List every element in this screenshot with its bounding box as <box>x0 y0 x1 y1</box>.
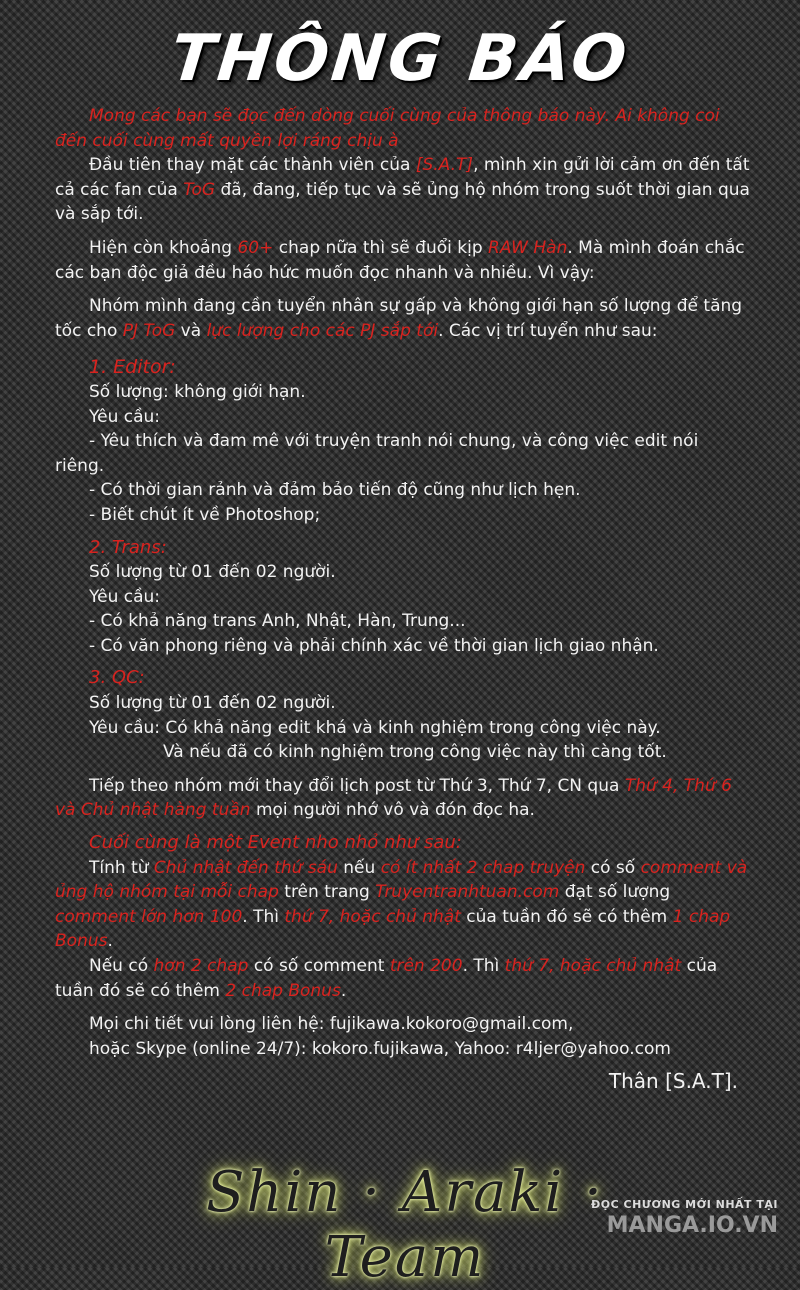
schedule-days: Thứ 4, Thứ 6 và Chủ nhật hàng tuần <box>55 775 732 821</box>
tog-tag: ToG <box>183 179 216 200</box>
raw-label: RAW Hàn <box>488 237 568 258</box>
contact-line-1: Mọi chi tiết vui lòng liên hệ: fujikawa.kokoro@gmail.com, <box>89 1014 574 1035</box>
recruit-paragraph: Nhóm mình đang cần tuyển nhân sự gấp và không giới hạn số lượng để tăng tốc cho PJ ToG và lực lượng cho các PJ sắp tới. Các vị trí tuyển như sau: <box>55 296 743 341</box>
trans-qty: Số lượng từ 01 đến 02 người. <box>89 562 336 583</box>
editor-req-2: - Có thời gian rảnh và đảm bảo tiến độ cũng như lịch hẹn. <box>89 480 581 501</box>
qc-req-1: Yêu cầu: Có khả năng edit khá và kinh nghiệm trong công việc này. <box>89 717 661 738</box>
trans-req-2: - Có văn phong riêng và phải chính xác về thời gian lịch giao nhận. <box>89 635 659 656</box>
trans-req-1: - Có khả năng trans Anh, Nhật, Hàn, Trung... <box>89 611 466 632</box>
watermark-site: MANGA.IO.VN <box>606 1213 778 1238</box>
event-heading: Cuối cùng là một Event nho nhỏ như sau: <box>89 832 462 854</box>
event-rule-2: Nếu có hơn 2 chap có số comment trên 200. Thì thứ 7, hoặc chủ nhật của tuần đó sẽ có thêm 2 chap Bonus. <box>55 956 718 1001</box>
team-tag: [S.A.T] <box>415 155 474 176</box>
pj-tog: PJ ToG <box>122 320 176 341</box>
event-rule-1: Tính từ Chủ nhật đến thứ sáu nếu có ít nhất 2 chap truyện có số comment và ủng hộ nhóm tại mỗi chap trên trang Truyentranhtuan.com đạt số lượng comment lớn hơn 100. Thì thứ 7, hoặc chủ nhật của tuần đó sẽ có thêm 1 chap Bonus. <box>55 857 748 952</box>
editor-req-label: Yêu cầu: <box>89 406 161 427</box>
status-paragraph: Hiện còn khoảng 60+ chap nữa thì sẽ đuổi kịp RAW Hàn. Mà mình đoán chắc các bạn độc giả đều háo hức muốn đọc nhanh và nhiều. Vì vậy: <box>55 237 745 283</box>
schedule-paragraph: Tiếp theo nhóm mới thay đổi lịch post từ Thứ 3, Thứ 7, CN qua Thứ 4, Thứ 6 và Chủ nhật hàng tuần mọi người nhớ vô và đón đọc ha. <box>55 775 732 821</box>
editor-req-1: - Yêu thích và đam mê với truyện tranh nói chung, và công việc edit nói riêng. <box>55 431 699 476</box>
editor-req-3: - Biết chút ít về Photoshop; <box>89 504 321 525</box>
trans-heading: 2. Trans: <box>89 536 167 558</box>
qc-req-2: Và nếu đã có kinh nghiệm trong công việc này thì càng tốt. <box>163 742 667 763</box>
thanks-paragraph: Đầu tiên thay mặt các thành viên của [S.A.T], mình xin gửi lời cảm ơn đến tất cả các fan của ToG đã, đang, tiếp tục và sẽ ủng hộ nhóm trong suốt thời gian qua và sắp tới. <box>55 155 750 225</box>
trans-req-label: Yêu cầu: <box>89 586 161 607</box>
watermark <box>591 1198 778 1238</box>
watermark-caption: ĐỌC CHƯƠNG MỚI NHẤT TẠI <box>591 1198 778 1211</box>
notice-body <box>55 104 750 1094</box>
future-pj: lực lượng cho các PJ sắp tới <box>206 320 439 341</box>
team-logo: Shin · Araki · Team <box>206 1160 604 1290</box>
contact-line-2: hoặc Skype (online 24/7): kokoro.fujikawa, Yahoo: r4ljer@yahoo.com <box>89 1038 671 1059</box>
qc-heading: 3. QC: <box>89 667 145 689</box>
warning-text: Mong các bạn sẽ đọc đến dòng cuối cùng của thông báo này. Ai không coi đến cuối cùng mất quyền lợi ráng chịu à <box>55 106 720 151</box>
signature: Thân [S.A.T]. <box>608 1069 738 1094</box>
site-link: Truyentranhtuan.com <box>375 882 560 903</box>
qc-qty: Số lượng từ 01 đến 02 người. <box>89 693 336 714</box>
editor-heading: 1. Editor: <box>89 356 176 379</box>
editor-qty: Số lượng: không giới hạn. <box>89 381 306 402</box>
chap-count: 60+ <box>237 237 274 258</box>
page-title: THÔNG BÁO <box>167 22 633 96</box>
